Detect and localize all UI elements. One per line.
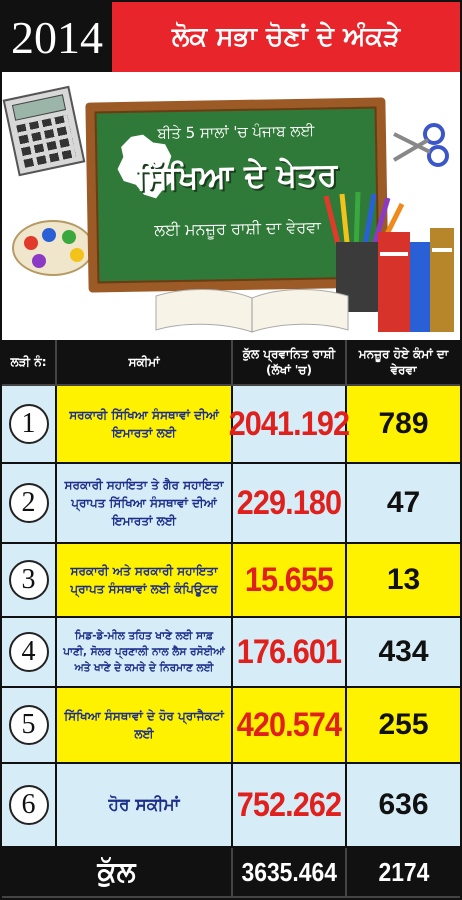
row-amount: 420.574 [236,705,342,744]
calculator-icon [3,86,86,176]
header-scheme: ਸਕੀਮਾਂ [57,340,233,386]
table-row [2,618,460,688]
schemes-table [2,340,460,898]
row-serial: 5 [9,705,49,745]
table-row [2,464,460,544]
header-year: 2014 [2,2,112,72]
total-label: ਕੁੱਲ [97,855,136,888]
row-scheme: ਸਰਕਾਰੀ ਸਿੱਖਿਆ ਸੰਸਥਾਵਾਂ ਦੀਆਂ ਇਮਾਰਤਾਂ ਲਈ [69,408,219,440]
table-row [2,386,460,464]
table-header-row [2,340,460,386]
header-serial: ਲੜੀ ਨੰ: [2,340,57,386]
table-row [2,688,460,764]
board-line-1: ਬੀਤੇ 5 ਸਾਲਾਂ 'ਚ ਪੰਜਾਬ ਲਈ [157,121,315,143]
row-scheme: ਸਿੱਖਿਆ ਸੰਸਥਾਵਾਂ ਦੇ ਹੋਰ ਪ੍ਰਾਜੈਕਟਾਂ ਲਈ [64,709,224,741]
open-book-icon [152,284,352,334]
row-works: 789 [378,407,429,440]
row-amount: 752.262 [236,785,342,824]
board-line-3: ਲਈ ਮਨਜ਼ੂਰ ਰਾਸ਼ੀ ਦਾ ਵੇਰਵਾ [154,217,322,240]
row-amount: 229.180 [236,483,342,522]
row-works: 434 [378,635,429,668]
table-row [2,764,460,848]
row-scheme: ਸਰਕਾਰੀ ਸਹਾਇਤਾ ਤੇ ਗੈਰ ਸਹਾਇਤਾ ਪ੍ਰਾਪਤ ਸਿੱਖਿਆ ਸੰਸਥਾਵਾਂ ਦੀਆਂ ਇਮਾਰਤਾਂ ਲਈ [64,478,224,528]
board-line-2: ਸਿੱਖਿਆ ਦੇ ਖੇਤਰ [135,155,338,197]
row-works: 47 [386,486,421,519]
row-amount: 176.601 [236,632,342,671]
row-serial: 3 [9,560,49,600]
table-total-row [2,848,460,898]
row-works: 13 [386,563,421,596]
row-scheme: ਸਰਕਾਰੀ ਅਤੇ ਸਰਕਾਰੀ ਸਹਾਇਤਾ ਪ੍ਰਾਪਤ ਸੰਸਥਾਵਾਂ ਲਈ ਕੰਪਿਊਟਰ [70,564,218,596]
total-amount: 3635.464 [241,856,337,887]
header-title: ਲੋਕ ਸਭਾ ਚੋਣਾਂ ਦੇ ਅੰਕੜੇ [112,2,460,72]
header-works: ਮਨਜ਼ੂਰ ਹੋਏ ਕੰਮਾਂ ਦਾ ਵੇਰਵਾ [347,340,460,386]
row-works: 255 [378,708,429,741]
row-amount: 2041.192 [228,404,350,443]
illustration [2,72,460,340]
row-serial: 6 [9,785,49,825]
row-serial: 2 [9,483,49,523]
row-amount: 15.655 [244,560,334,599]
row-works: 636 [378,788,429,821]
table-row [2,544,460,618]
paint-palette-icon [12,220,94,276]
scissors-icon [390,120,450,170]
row-serial: 4 [9,632,49,672]
header-bar [2,2,460,72]
total-works: 2174 [378,856,429,887]
row-serial: 1 [9,404,49,444]
books-icon [374,222,456,332]
row-scheme: ਮਿਡ-ਡੇ-ਮੀਲ ਤਹਿਤ ਖਾਣੇ ਲਈ ਸਾਫ਼ ਪਾਣੀ, ਸੋਲਰ ਪ੍ਰਣਾਲੀ ਨਾਲ ਲੈਸ ਰਸੋਈਆਂ ਅਤੇ ਖਾਣੇ ਦੇ ਕਮਰੇ ਦੇ ਨਿਰਮਾਣ ਲਈ [63,630,225,674]
header-amount: ਕੁੱਲ ਪ੍ਰਵਾਨਿਤ ਰਾਸ਼ੀ (ਲੱਖਾਂ 'ਚ) [233,340,347,386]
row-scheme: ਹੋਰ ਸਕੀਮਾਂ [108,795,180,815]
